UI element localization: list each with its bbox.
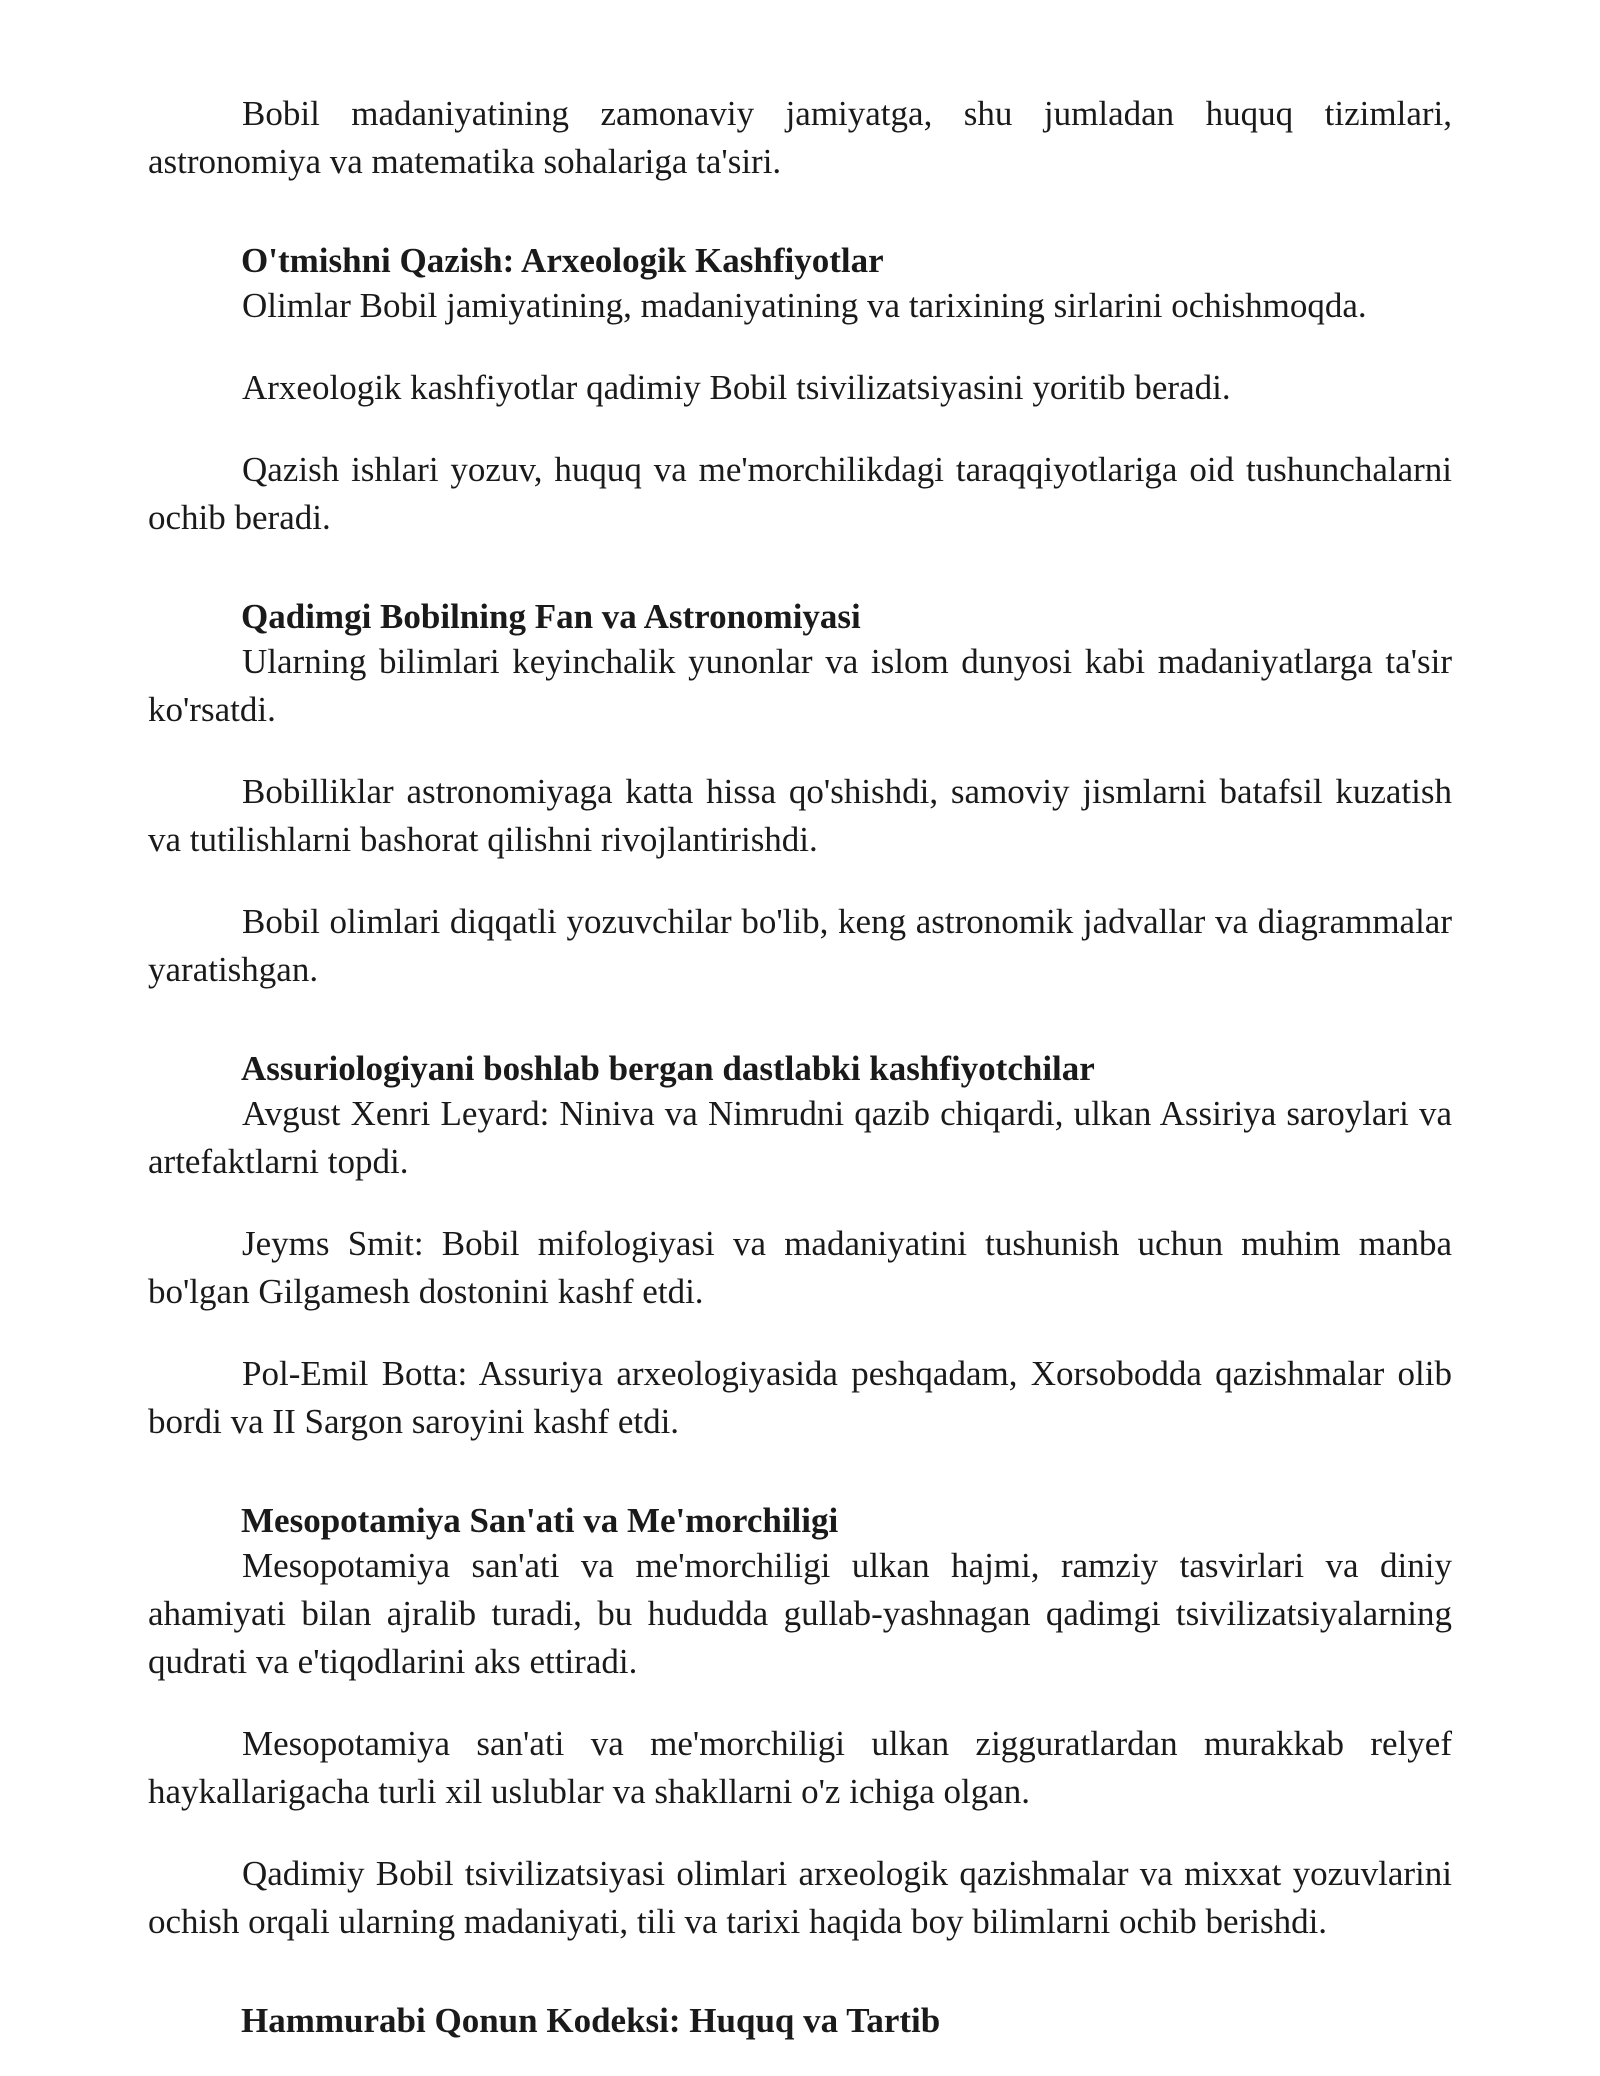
paragraph: Olimlar Bobil jamiyatining, madaniyatining va tarixining sirlarini ochishmoqda. (242, 286, 1367, 325)
section-heading: Qadimgi Bobilning Fan va Astronomiyasi (241, 597, 861, 636)
section-art-architecture (148, 1500, 1452, 1946)
document-page (148, 90, 1452, 2076)
section-science-astronomy (148, 596, 1452, 994)
paragraph: Mesopotamiya san'ati va me'morchiligi ulkan zigguratlardan murakkab relyef haykallarigacha turli xil uslublar va shakllarni o'z ichiga olgan. (148, 1724, 1452, 1811)
paragraph: Ularning bilimlari keyinchalik yunonlar va islom dunyosi kabi madaniyatlarga ta'sir ko'rsatdi. (148, 642, 1452, 729)
paragraph: Qadimiy Bobil tsivilizatsiyasi olimlari arxeologik qazishmalar va mixxat yozuvlarini ochish orqali ularning madaniyati, tili va tarixi haqida boy bilimlarni ochib berishdi. (148, 1854, 1452, 1941)
paragraph: Jeyms Smit: Bobil mifologiyasi va madaniyatini tushunish uchun muhim manba bo'lgan Gilgamesh dostonini kashf etdi. (148, 1224, 1452, 1311)
section-heading: Assuriologiyani boshlab bergan dastlabki kashfiyotchilar (241, 1049, 1095, 1088)
section-hammurabi (148, 2000, 1452, 2042)
paragraph: Pol-Emil Botta: Assuriya arxeologiyasida peshqadam, Xorsobodda qazishmalar olib bordi va II Sargon saroyini kashf etdi. (148, 1354, 1452, 1441)
paragraph: Qazish ishlari yozuv, huquq va me'morchilikdagi taraqqiyotlariga oid tushunchalarni ochib beradi. (148, 450, 1452, 537)
section-heading: Mesopotamiya San'ati va Me'morchiligi (241, 1501, 839, 1540)
paragraph: Avgust Xenri Leyard: Niniva va Nimrudni qazib chiqardi, ulkan Assiriya saroylari va artefaktlarni topdi. (148, 1094, 1452, 1181)
intro-paragraph: Bobil madaniyatining zamonaviy jamiyatga, shu jumladan huquq tizimlari, astronomiya va matematika sohalariga ta'siri. (148, 94, 1452, 181)
paragraph: Mesopotamiya san'ati va me'morchiligi ulkan hajmi, ramziy tasvirlari va diniy ahamiyati bilan ajralib turadi, bu hududda gullab-yashnagan qadimgi tsivilizatsiyalarning qudrati va e'tiqodlarini aks ettiradi. (148, 1546, 1452, 1681)
section-archaeology (148, 240, 1452, 542)
paragraph: Bobil olimlari diqqatli yozuvchilar bo'lib, keng astronomik jadvallar va diagrammalar yaratishgan. (148, 902, 1452, 989)
section-heading: O'tmishni Qazish: Arxeologik Kashfiyotlar (241, 241, 884, 280)
section-heading: Hammurabi Qonun Kodeksi: Huquq va Tartib (241, 2001, 941, 2040)
paragraph: Bobilliklar astronomiyaga katta hissa qo'shishdi, samoviy jismlarni batafsil kuzatish va tutilishlarni bashorat qilishni rivojlantirishdi. (148, 772, 1452, 859)
section-early-explorers (148, 1048, 1452, 1446)
paragraph: Arxeologik kashfiyotlar qadimiy Bobil tsivilizatsiyasini yoritib beradi. (242, 368, 1231, 407)
